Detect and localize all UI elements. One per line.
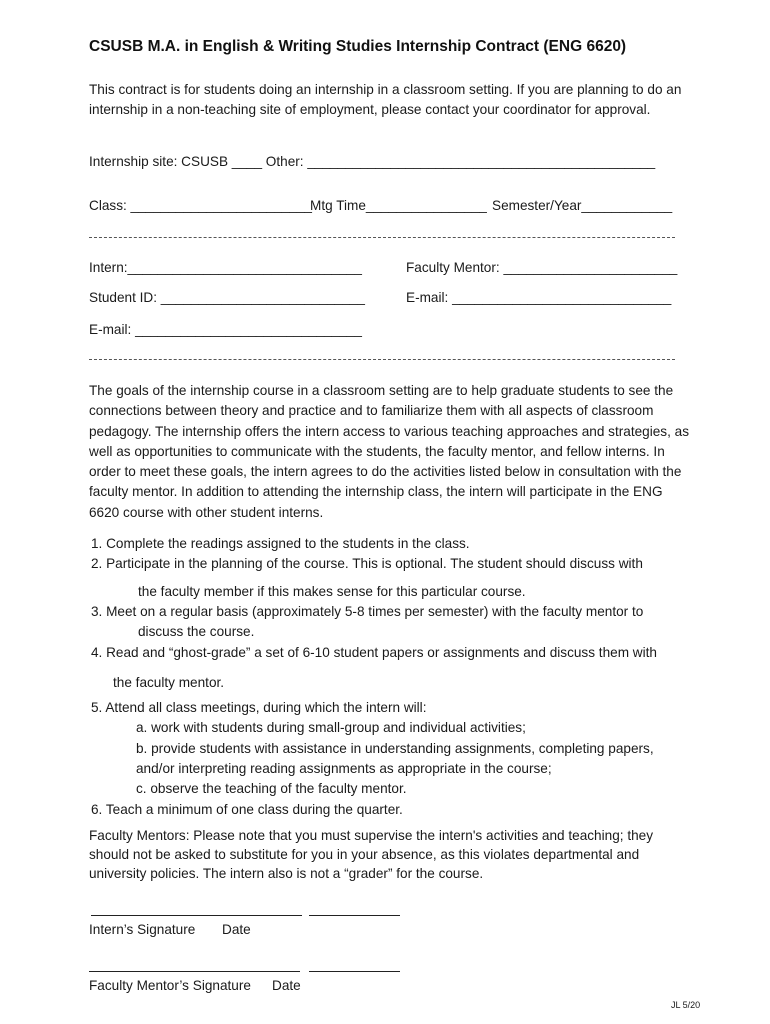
sub-list-item: c. observe the teaching of the faculty mentor. [136,781,407,796]
list-item-continuation: discuss the course. [138,624,255,639]
sub-list-item: b. provide students with assistance in understanding assignments, completing papers, [136,741,654,756]
faculty-mentor-field[interactable]: Faculty Mentor: _______________________ [406,260,678,275]
class-field[interactable]: Class: ________________________ [89,198,312,213]
mentor-date-label: Date [272,978,301,993]
dashed-divider [89,237,675,238]
intern-date-label: Date [222,922,251,937]
list-item: 5. Attend all class meetings, during which the intern will: [91,700,427,715]
sub-list-item-continuation: and/or interpreting reading assignments as appropriate in the course; [136,761,552,776]
mentor-date-line[interactable] [309,971,400,972]
list-item: 1. Complete the readings assigned to the students in the class. [91,536,470,551]
document-title: CSUSB M.A. in English & Writing Studies Internship Contract (ENG 6620) [89,38,627,55]
list-item-continuation: the faculty member if this makes sense for this particular course. [138,584,526,599]
intern-field[interactable]: Intern:_______________________________ [89,260,362,275]
footer-version: JL 5/20 [671,1000,701,1010]
intern-email-field[interactable]: E-mail: ______________________________ [89,322,362,337]
intern-signature-label: Intern’s Signature [89,922,196,937]
list-item: 4. Read and “ghost-grade” a set of 6-10 student papers or assignments and discuss them with [91,645,657,660]
mtg-time-field[interactable]: Mtg Time________________ [310,198,487,213]
sub-list-item: a. work with students during small-group and individual activities; [136,720,526,735]
semester-year-field[interactable]: Semester/Year____________ [492,198,673,213]
intern-date-line[interactable] [309,915,400,916]
list-item: 6. Teach a minimum of one class during the quarter. [91,802,403,817]
student-id-field[interactable]: Student ID: ___________________________ [89,290,365,305]
internship-site-field[interactable]: Internship site: CSUSB ____ Other: ______________________________________________ [89,154,656,169]
list-item: 2. Participate in the planning of the course. This is optional. The student should discuss with [91,556,643,571]
intern-signature-line[interactable] [91,915,302,916]
mentor-signature-line[interactable] [89,971,300,972]
intro-paragraph: This contract is for students doing an internship in a classroom setting. If you are planning to do an internship in a non-teaching site of employment, please contact your coordinator for approval. [89,82,682,118]
list-item-continuation: the faculty mentor. [113,675,225,690]
mentor-signature-label: Faculty Mentor’s Signature [89,978,251,993]
goals-paragraph: The goals of the internship course in a classroom setting are to help graduate students to see the connections between theory and practice and to familiarize them with all aspects of classroom pedagogy. The internship offers the intern access to various teaching approaches and strategies, as well as opportunities to communicate with the students, the faculty mentor, and fellow interns. In order to meet these goals, the intern agrees to do the activities listed below in consultation with the faculty mentor. In addition to attending the internship class, the intern will participate in the ENG 6620 course with other student interns. [89,383,690,520]
mentor-email-field[interactable]: E-mail: _____________________________ [406,290,672,305]
list-item: 3. Meet on a regular basis (approximately 5-8 times per semester) with the faculty mentor to [91,604,644,619]
dashed-divider [89,359,675,360]
faculty-mentor-note: Faculty Mentors: Please note that you must supervise the intern's activities and teaching; they should not be asked to substitute for you in your absence, as this violates departmental and university policies. The intern also is not a “grader” for the course. [89,828,654,881]
